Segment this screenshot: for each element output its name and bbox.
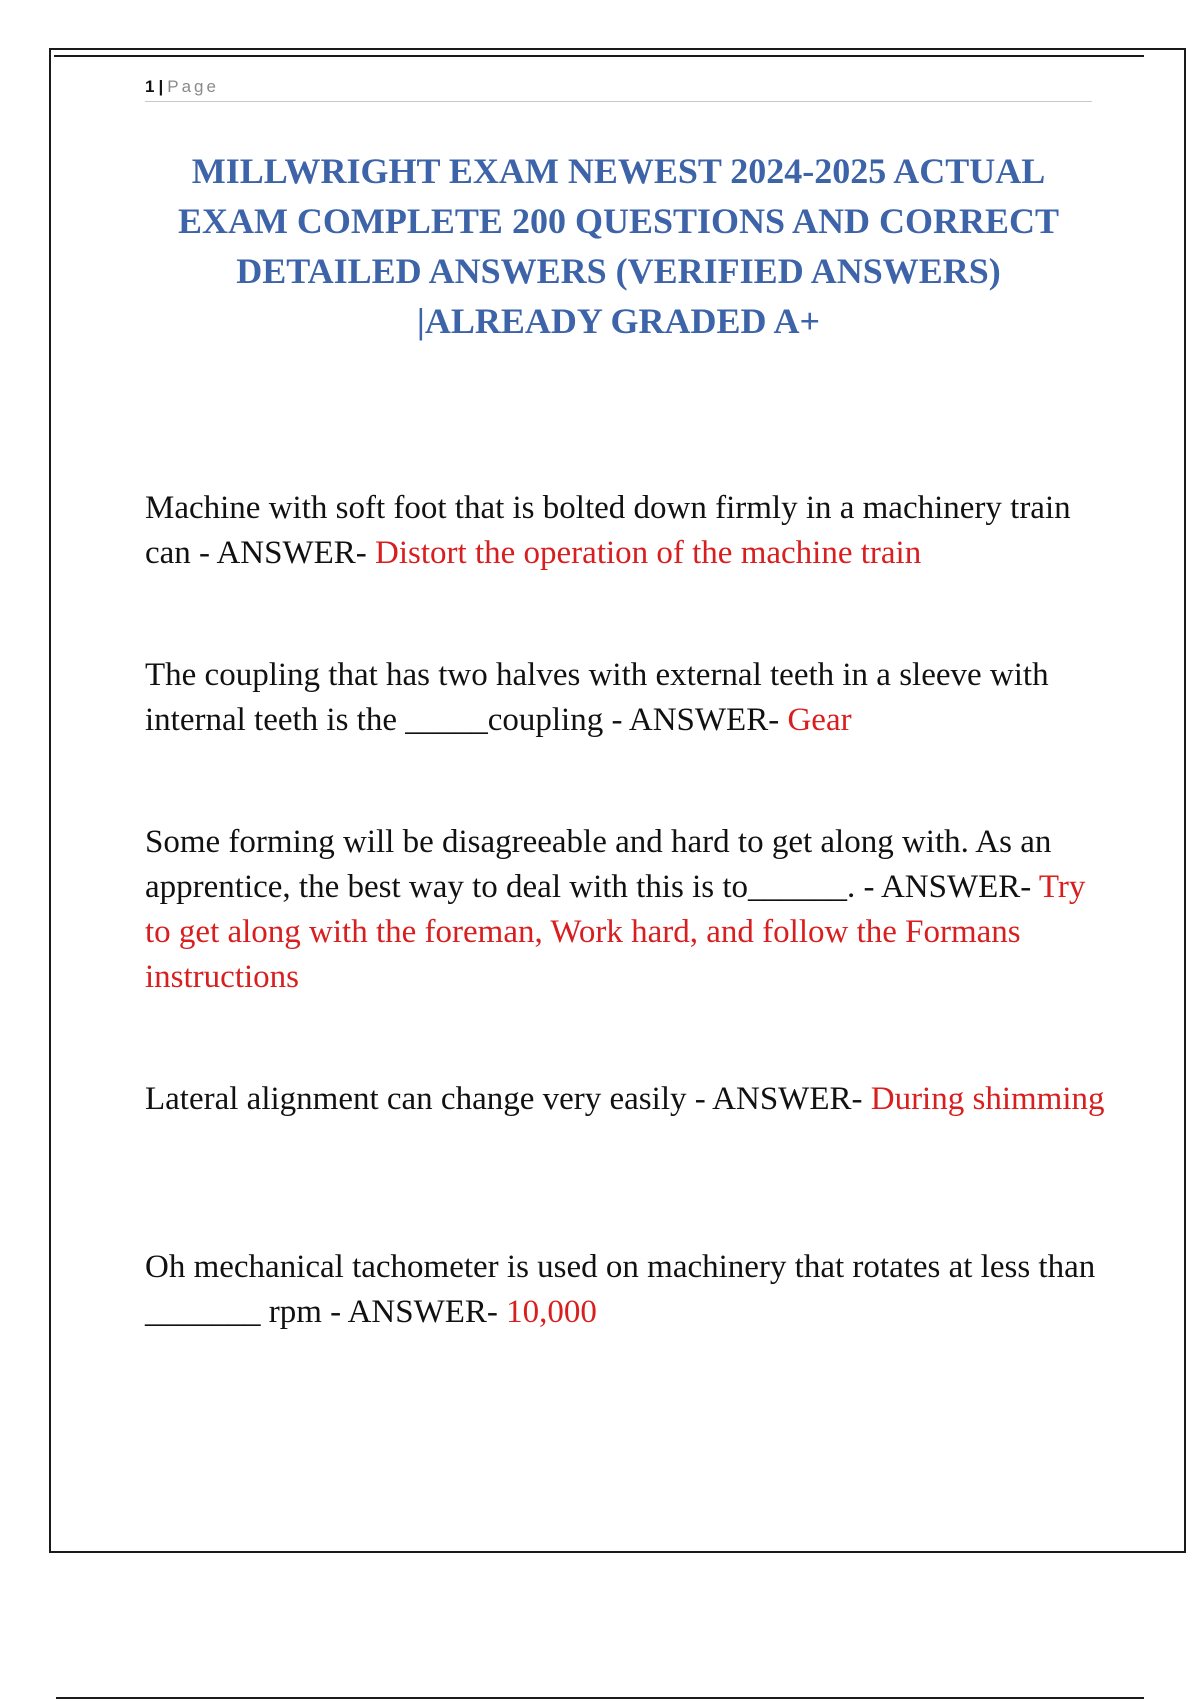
qa-item-5 (145, 1245, 1105, 1335)
page-label: Page (167, 77, 219, 96)
qa-item-1 (145, 486, 1105, 576)
question-text: Oh mechanical tachometer is used on machinery that rotates at less than _______ rpm - ANSWER- (145, 1249, 1096, 1330)
qa-item-3 (145, 820, 1105, 1000)
qa-item-4 (145, 1077, 1105, 1122)
page-header (145, 75, 1092, 102)
answer-text: Gear (787, 702, 852, 738)
qa-item-2 (145, 653, 1105, 743)
answer-text: 10,000 (506, 1294, 597, 1330)
answer-text: During shimming (870, 1081, 1105, 1117)
question-text: Machine with soft foot that is bolted down firmly in a machinery train can - ANSWER- (145, 490, 1071, 571)
document-title: MILLWRIGHT EXAM NEWEST 2024-2025 ACTUAL EXAM COMPLETE 200 QUESTIONS AND CORRECT DETAILED ANSWERS (VERIFIED ANSWERS) |ALREADY GRADED A+ (177, 151, 1060, 341)
page-number: 1 (145, 77, 155, 96)
question-text: Lateral alignment can change very easily - ANSWER- (145, 1081, 871, 1117)
page-separator: | (158, 77, 164, 96)
question-text: Some forming will be disagreeable and hard to get along with. As an apprentice, the best way to deal with this is to______. - ANSWER- (145, 824, 1052, 905)
answer-text: Distort the operation of the machine train (375, 535, 922, 571)
answer-text: Try to get along with the foreman, Work hard, and follow the Formans instructions (145, 869, 1086, 995)
question-text: The coupling that has two halves with external teeth in a sleeve with internal teeth is the _____coupling - ANSWER- (145, 657, 1049, 738)
bottom-rule (56, 1697, 1144, 1699)
